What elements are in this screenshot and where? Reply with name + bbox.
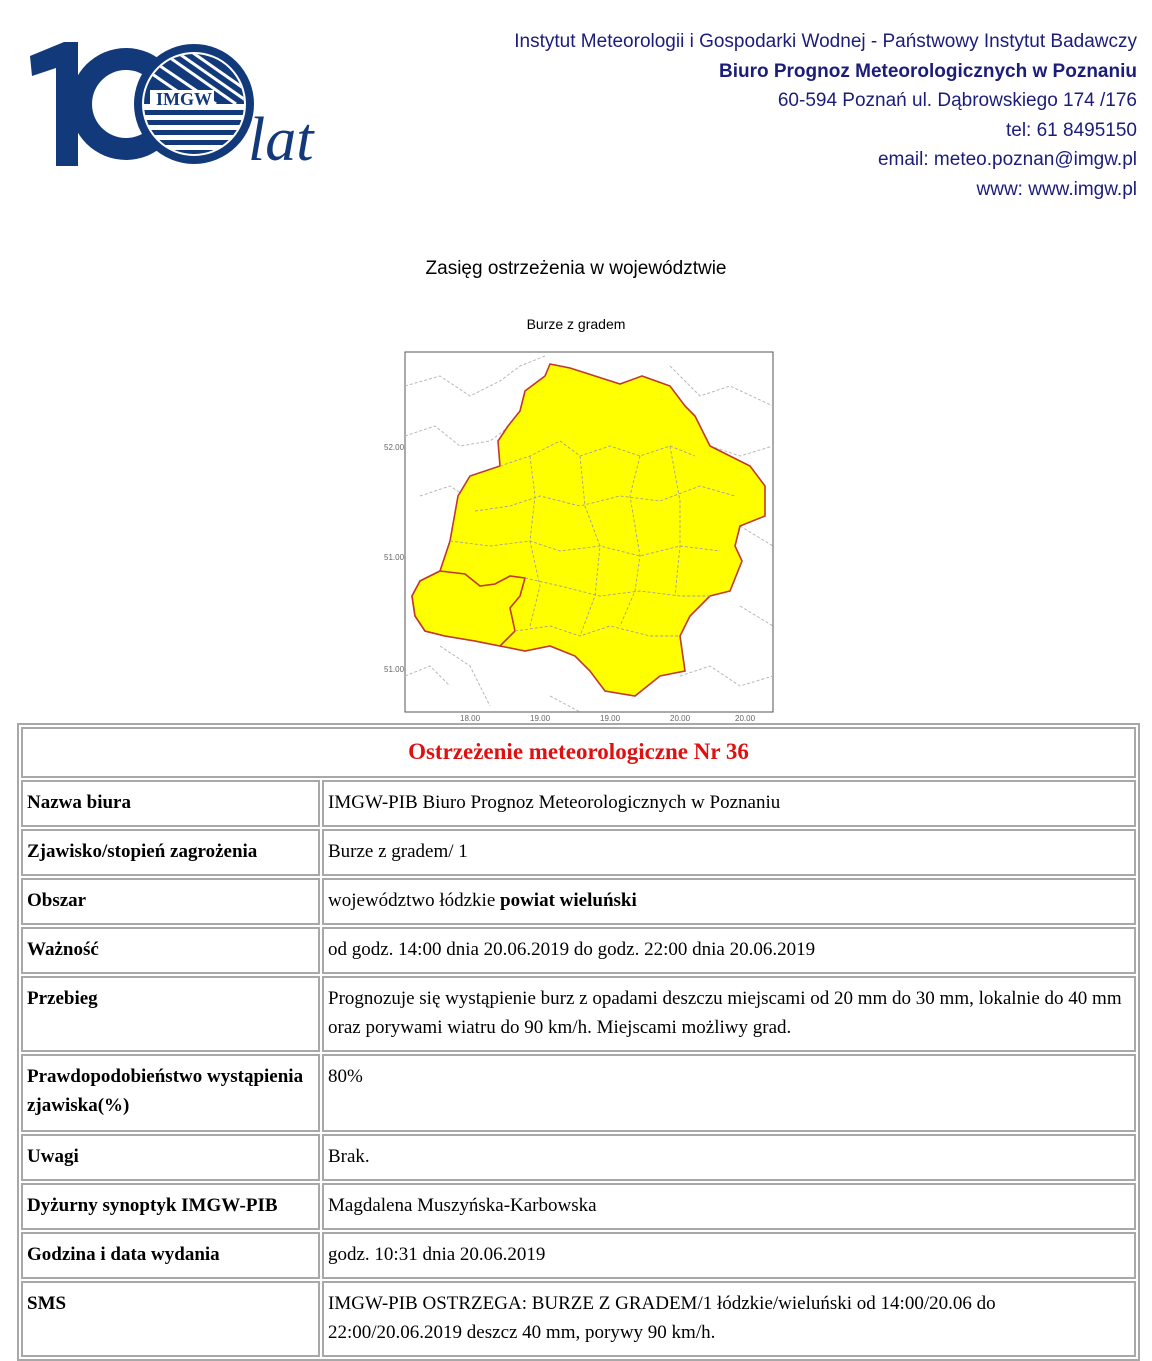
table-row — [21, 1183, 1136, 1230]
svg-text:20.00: 20.00 — [670, 714, 691, 722]
table-row — [21, 780, 1136, 827]
section-title: Zasięg ostrzeżenia w województwie — [425, 258, 727, 279]
institute-name: Instytut Meteorologii i Gospodarki Wodnej - Państwowy Instytut Badawczy — [514, 31, 1137, 52]
svg-text:19.00: 19.00 — [530, 714, 551, 722]
row-label: Godzina i data wydania — [21, 1232, 320, 1279]
table-row — [21, 1281, 1136, 1357]
warning-table — [17, 723, 1140, 1361]
svg-text:18.00: 18.00 — [460, 714, 481, 722]
row-label: Dyżurny synoptyk IMGW-PIB — [21, 1183, 320, 1230]
row-label: Uwagi — [21, 1134, 320, 1181]
table-row — [21, 1134, 1136, 1181]
email-link[interactable]: email: meteo.poznan@imgw.pl — [877, 149, 1137, 170]
imgw-100-years-logo — [26, 38, 336, 170]
svg-text:lat: lat — [248, 106, 314, 170]
table-row — [21, 829, 1136, 876]
row-value: godz. 10:31 dnia 20.06.2019 — [322, 1232, 1136, 1279]
table-row — [21, 976, 1136, 1052]
warning-title: Ostrzeżenie meteorologiczne Nr 36 — [21, 727, 1136, 778]
row-label: Zjawisko/stopień zagrożenia — [21, 829, 320, 876]
table-row — [21, 927, 1136, 974]
table-row — [21, 1054, 1136, 1132]
map-title: Burze z gradem — [526, 316, 626, 332]
row-label: SMS — [21, 1281, 320, 1357]
row-value: IMGW-PIB Biuro Prognoz Meteorologicznych w Poznaniu — [322, 780, 1136, 827]
row-value: Prognozuje się wystąpienie burz z opadami deszczu miejscami od 20 mm do 30 mm, lokalnie do 40 mm oraz porywami wiatru do 90 km/h. Miejscami możliwy grad. — [322, 976, 1136, 1052]
row-label: Obszar — [21, 878, 320, 925]
row-value: Magdalena Muszyńska-Karbowska — [322, 1183, 1136, 1230]
address: 60-594 Poznań ul. Dąbrowskiego 174 /176 — [777, 90, 1137, 111]
table-row — [21, 1232, 1136, 1279]
svg-text:20.00: 20.00 — [735, 714, 756, 722]
svg-text:51.00: 51.00 — [384, 553, 405, 562]
row-value: Brak. — [322, 1134, 1136, 1181]
svg-text:51.00: 51.00 — [384, 665, 405, 674]
row-value — [322, 878, 1136, 925]
svg-text:19.00: 19.00 — [600, 714, 621, 722]
row-label: Przebieg — [21, 976, 320, 1052]
row-value: IMGW-PIB OSTRZEGA: BURZE Z GRADEM/1 łódzkie/wieluński od 14:00/20.06 do 22:00/20.06.2019 deszcz 40 mm, porywy 90 km/h. — [322, 1281, 1136, 1357]
row-label: Nazwa biura — [21, 780, 320, 827]
warning-range-map — [380, 346, 780, 722]
contact-block — [514, 27, 1137, 204]
row-value: od godz. 14:00 dnia 20.06.2019 do godz. 22:00 dnia 20.06.2019 — [322, 927, 1136, 974]
row-label: Prawdopodobieństwo wystąpienia zjawiska(%) — [21, 1054, 320, 1132]
area-voivodeship: województwo łódzkie — [328, 890, 496, 911]
svg-text:IMGW: IMGW — [156, 89, 212, 109]
phone: tel: 61 8495150 — [1005, 119, 1137, 141]
row-value: Burze z gradem/ 1 — [322, 829, 1136, 876]
row-value: 80% — [322, 1054, 1136, 1132]
svg-text:52.00: 52.00 — [384, 443, 405, 452]
area-county: powiat wieluński — [500, 890, 637, 911]
table-row — [21, 878, 1136, 925]
office-name: Biuro Prognoz Meteorologicznych w Poznaniu — [718, 60, 1137, 82]
www-link[interactable]: www: www.imgw.pl — [976, 178, 1137, 200]
row-label: Ważność — [21, 927, 320, 974]
